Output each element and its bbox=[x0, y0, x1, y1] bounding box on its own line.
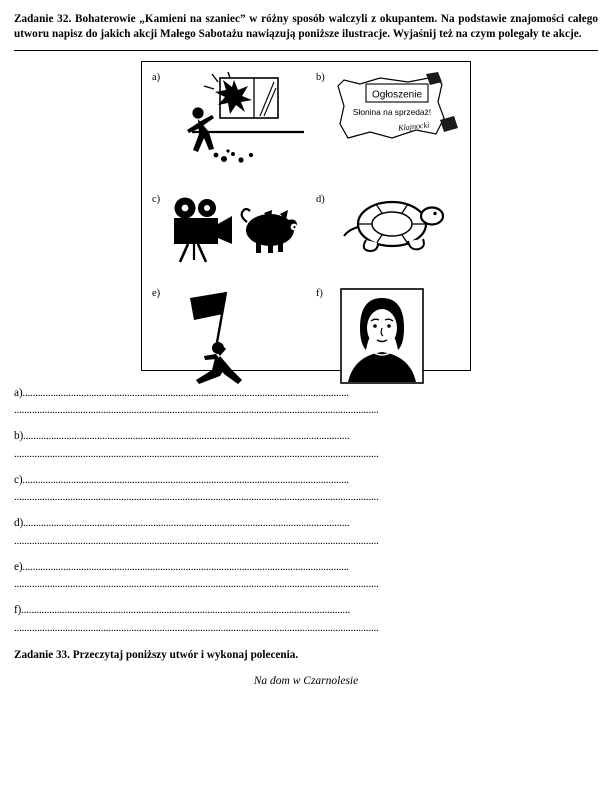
poem-title: Na dom w Czarnolesie bbox=[253, 674, 359, 687]
dot-leader: ................................................................................................................................ bbox=[23, 517, 350, 530]
dot-leader: ................................................................................................................................. bbox=[21, 604, 351, 617]
answer-line[interactable] bbox=[14, 489, 598, 506]
dot-leader: ............................................................................................................................................... bbox=[14, 621, 379, 634]
dot-leader: ................................................................................................................................ bbox=[22, 560, 349, 573]
answer-line[interactable] bbox=[14, 576, 598, 593]
answer-line[interactable] bbox=[14, 559, 598, 577]
dot-leader: ............................................................................................................................................... bbox=[14, 491, 379, 504]
dot-leader: ................................................................................................................................ bbox=[22, 386, 349, 399]
answer-line[interactable] bbox=[14, 472, 598, 490]
svg-text:Słonina na sprzedaż!: Słonina na sprzedaż! bbox=[352, 106, 432, 117]
task-33-heading: Zadanie 33. Przeczytaj poniższy utwór i wykonaj polecenia. bbox=[14, 648, 299, 661]
answer-group-e bbox=[14, 559, 598, 594]
answer-line[interactable] bbox=[14, 620, 598, 637]
answer-line[interactable] bbox=[14, 446, 598, 463]
svg-text:Ogłoszenie: Ogłoszenie bbox=[371, 89, 422, 101]
figure-cell-c bbox=[152, 194, 316, 276]
copernicus-portrait-icon bbox=[340, 288, 460, 389]
svg-text:Klajnocki: Klajnocki bbox=[397, 119, 430, 133]
answer-line[interactable] bbox=[14, 515, 598, 533]
illustration-box bbox=[141, 61, 471, 371]
answer-group-b bbox=[14, 428, 598, 463]
answer-label-e: e) bbox=[14, 560, 23, 573]
figure-label-b: b) bbox=[315, 71, 325, 83]
answer-label-c: c) bbox=[14, 473, 23, 486]
dot-leader: ............................................................................................................................................... bbox=[14, 578, 379, 591]
figure-label-f: f) bbox=[315, 287, 323, 299]
answer-group-c bbox=[14, 472, 598, 507]
figure-cell-e bbox=[152, 288, 316, 388]
dot-leader: ................................................................................................................................ bbox=[23, 430, 350, 443]
person-breaking-window-icon bbox=[168, 72, 316, 177]
turtle-icon bbox=[338, 194, 460, 265]
figure-cell-b bbox=[316, 72, 460, 184]
horizontal-divider bbox=[14, 50, 598, 51]
figure-label-e: e) bbox=[152, 287, 161, 299]
figure-cell-f bbox=[316, 288, 460, 388]
answer-lines-section bbox=[14, 385, 598, 637]
answer-label-d: d) bbox=[14, 517, 24, 530]
figure-cell-d bbox=[316, 194, 460, 276]
answer-line[interactable] bbox=[14, 533, 598, 550]
figure-label-a: a) bbox=[152, 71, 161, 83]
figure-label-d: d) bbox=[315, 193, 325, 205]
answer-label-a: a) bbox=[14, 386, 23, 399]
task-32-instructions: Zadanie 32. Bohaterowie „Kamieni na szaniec” w różny sposób walczyli z okupantem. Na podstawie znajomości całego utworu napisz do jakich akcji Małego Sabotażu nawiązują poniższe ilustracje. Wyjaśnij też na czym polegały te akcje. bbox=[14, 13, 598, 40]
answer-line[interactable] bbox=[14, 602, 598, 620]
figure-label-c: c) bbox=[152, 193, 161, 205]
answer-label-f: f) bbox=[14, 604, 22, 617]
answer-label-b: b) bbox=[14, 430, 24, 443]
answer-group-f bbox=[14, 602, 598, 637]
film-camera-and-pig-icon bbox=[168, 194, 316, 271]
dot-leader: ............................................................................................................................................... bbox=[14, 404, 379, 417]
answer-group-d bbox=[14, 515, 598, 550]
figure-cell-a bbox=[152, 72, 316, 184]
dot-leader: ............................................................................................................................................... bbox=[14, 534, 379, 547]
answer-line[interactable] bbox=[14, 402, 598, 419]
announcement-poster-icon bbox=[330, 72, 460, 163]
dot-leader: ............................................................................................................................................... bbox=[14, 447, 379, 460]
dot-leader: ................................................................................................................................ bbox=[22, 473, 349, 486]
runner-with-flag-icon bbox=[168, 288, 316, 393]
answer-line[interactable] bbox=[14, 428, 598, 446]
